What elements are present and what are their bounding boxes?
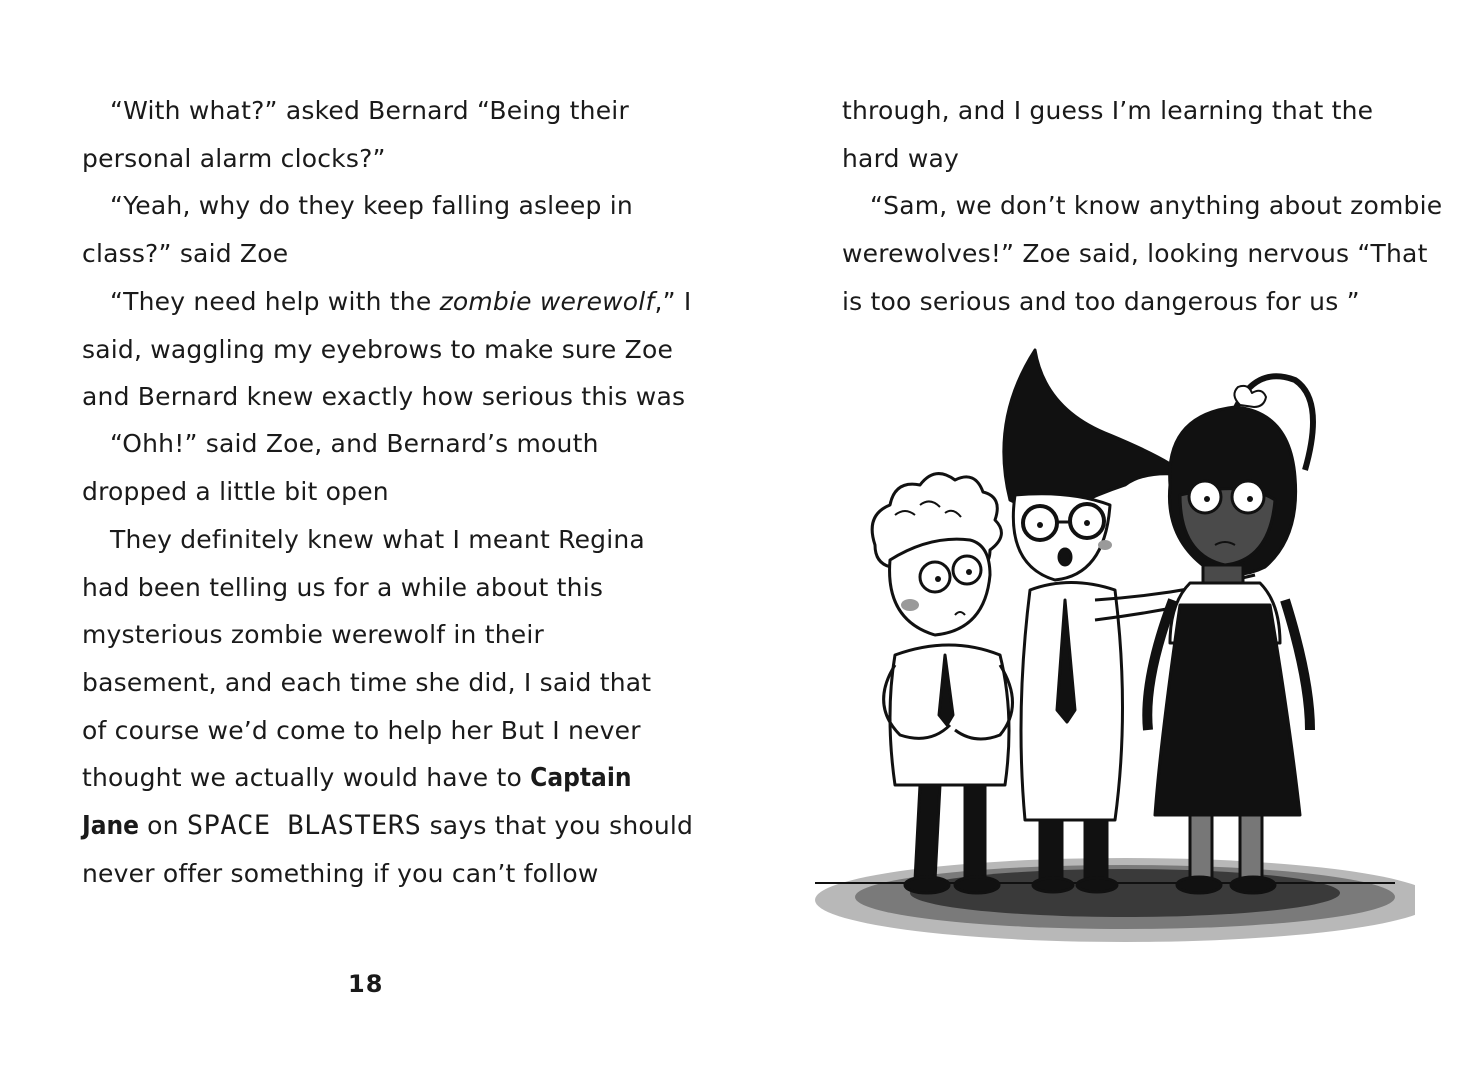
italic-phrase: zombie werewolf <box>439 287 655 316</box>
zoe-figure <box>1147 376 1313 893</box>
text-line: said, waggling my eyebrows to make sure Zoe <box>82 335 674 364</box>
text-line: They definitely knew what I meant Regina <box>110 525 645 554</box>
ground-shadow <box>815 858 1415 942</box>
text-line: mysterious zombie werewolf in their <box>82 620 544 649</box>
text-line: dropped a little bit open <box>82 477 389 506</box>
text-line: “Sam, we don’t know anything about zombie <box>870 191 1443 220</box>
text-line: through, and I guess I’m learning that the <box>842 96 1374 125</box>
show-title: SPACE BLASTERS <box>186 810 422 841</box>
text-line: “With what?” asked Bernard “Being their <box>110 96 629 125</box>
text-line: is too serious and too dangerous for us ” <box>842 287 1360 316</box>
text-span: on <box>139 811 187 840</box>
text-line-with-name <box>82 763 632 793</box>
bernard-figure <box>872 474 1012 893</box>
text-line: of course we’d come to help her But I never <box>82 716 641 745</box>
text-line: hard way <box>842 144 959 173</box>
text-line: never offer something if you can’t follow <box>82 859 599 888</box>
text-line: had been telling us for a while about this <box>82 573 604 602</box>
text-line-with-show-title <box>82 811 693 841</box>
text-line: basement, and each time she did, I said that <box>82 668 652 697</box>
jane-name: Jane <box>82 811 140 841</box>
text-line: personal alarm clocks?” <box>82 144 386 173</box>
text-line-with-italic <box>110 287 691 317</box>
text-span: ,” I <box>654 287 692 316</box>
text-span: thought we actually would have to <box>82 763 531 792</box>
text-line: class?” said Zoe <box>82 239 289 268</box>
text-span: says that you should <box>421 811 694 840</box>
captain-name: Captain <box>530 763 632 793</box>
text-line: “Ohh!” said Zoe, and Bernard’s mouth <box>110 429 599 458</box>
text-line: werewolves!” Zoe said, looking nervous “That <box>842 239 1428 268</box>
three-kids-illustration <box>795 345 1415 985</box>
text-line: and Bernard knew exactly how serious this was <box>82 382 686 411</box>
text-line: “Yeah, why do they keep falling asleep in <box>110 191 633 220</box>
page-number: 18 <box>348 970 384 998</box>
text-span: “They need help with the <box>110 287 440 316</box>
